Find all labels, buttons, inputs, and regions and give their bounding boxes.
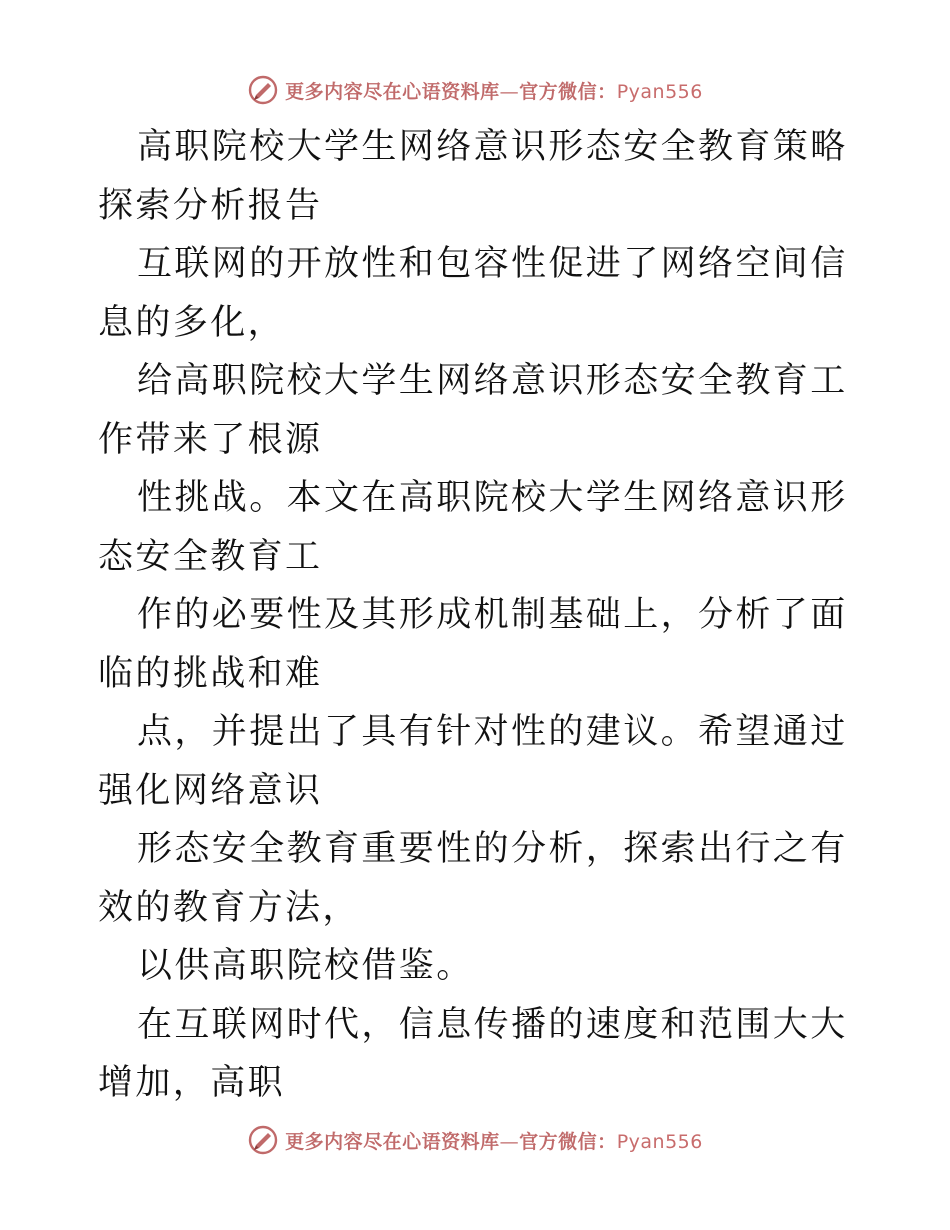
footer-banner: [0, 1120, 950, 1160]
banner-dash: —: [499, 1130, 520, 1153]
logo-icon: [247, 1124, 279, 1156]
banner-text: [285, 1127, 703, 1154]
banner-slogan: 更多内容尽在心语资料库: [285, 1130, 500, 1153]
banner-text: [285, 77, 703, 104]
paragraph: 以供高职院校借鉴。: [137, 946, 474, 986]
banner-wechat-id: Pyan556: [616, 1130, 703, 1153]
logo-icon: [247, 74, 279, 106]
paragraph: 给高职院校大学生网络意识形态安全教育工作带来了根源: [98, 361, 848, 460]
document-body: [98, 118, 858, 1113]
banner-wechat-label: 官方微信：: [519, 80, 617, 103]
banner-dash: —: [499, 80, 520, 103]
paragraph: 形态安全教育重要性的分析，探索出行之有效的教育方法，: [98, 829, 848, 928]
banner-wechat-id: Pyan556: [616, 80, 703, 103]
banner-slogan: 更多内容尽在心语资料库: [285, 80, 500, 103]
header-banner: [0, 70, 950, 110]
paragraph: 性挑战。本文在高职院校大学生网络意识形态安全教育工: [98, 478, 848, 577]
paragraph: 在互联网时代，信息传播的速度和范围大大增加，高职: [98, 1004, 848, 1103]
paragraph: 互联网的开放性和包容性促进了网络空间信息的多化，: [98, 244, 848, 343]
banner-wechat-label: 官方微信：: [519, 1130, 617, 1153]
paragraph: 作的必要性及其形成机制基础上，分析了面临的挑战和难: [98, 595, 848, 694]
paragraph: 点，并提出了具有针对性的建议。希望通过强化网络意识: [98, 712, 848, 811]
paragraph-title: 高职院校大学生网络意识形态安全教育策略探索分析报告: [98, 127, 848, 226]
